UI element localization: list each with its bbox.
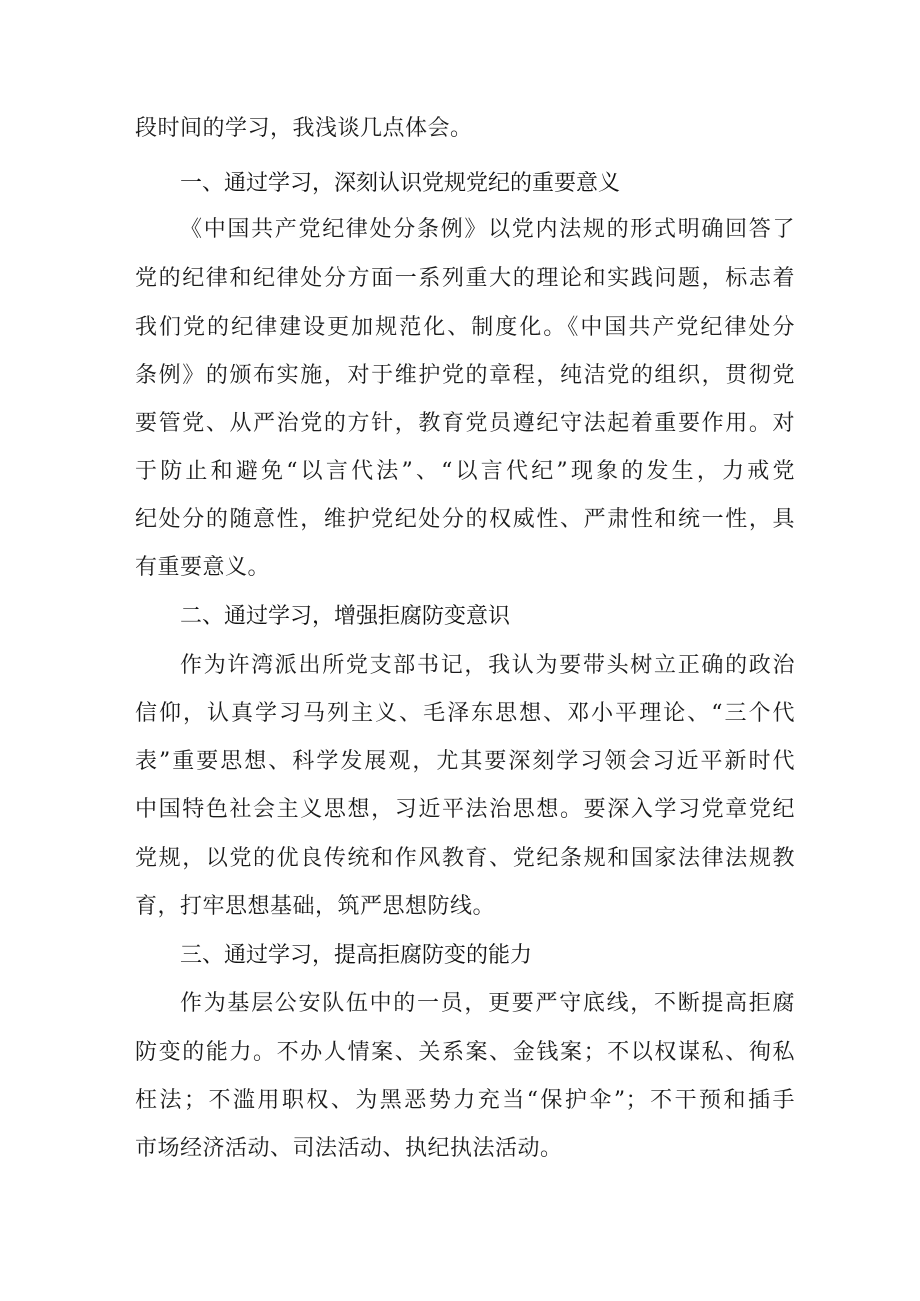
section-3-line-3: 枉法；不滥用职权、为黑恶势力充当“保护伞”；不干预和插手 [135,1088,795,1113]
section-2-line-2: 信仰，认真学习马列主义、毛泽东思想、邓小平理论、“三个代 [135,701,795,726]
section-1-line-7: 纪处分的随意性，维护党纪处分的权威性、严肃性和统一性，具 [135,507,795,532]
section-2-line-5: 党规，以党的优良传统和作风教育、党纪条规和国家法律法规教 [135,846,795,871]
section-1-line-5: 要管党、从严治党的方针，教育党员遵纪守法起着重要作用。对 [135,411,795,436]
section-2-heading: 二、通过学习，增强拒腐防变意识 [180,604,511,629]
section-1-line-6: 于防止和避免“以言代法”、“以言代纪”现象的发生，力戒党 [135,459,795,484]
section-2-line-4: 中国特色社会主义思想，习近平法治思想。要深入学习党章党纪 [135,797,795,822]
section-3-line-2: 防变的能力。不办人情案、关系案、金钱案；不以权谋私、徇私 [135,1040,795,1065]
section-1-heading: 一、通过学习，深刻认识党规党纪的重要意义 [180,171,621,196]
intro-line: 段时间的学习，我浅谈几点体会。 [135,116,473,141]
section-2-line-3: 表”重要思想、科学发展观，尤其要深刻学习领会习近平新时代 [135,749,795,774]
section-3-line-4: 市场经济活动、司法活动、执纪执法活动。 [135,1136,563,1161]
section-1-line-8: 有重要意义。 [135,555,271,580]
section-1-line-3: 我们党的纪律建设更加规范化、制度化。《中国共产党纪律处分 [135,315,795,340]
section-1-line-2: 党的纪律和纪律处分方面一系列重大的理论和实践问题，标志着 [135,266,795,291]
section-1-line-1: 《中国共产党纪律处分条例》以党内法规的形式明确回答了 [180,217,795,242]
section-2-line-6: 育，打牢思想基础，筑严思想防线。 [135,894,496,919]
section-3-heading: 三、通过学习，提高拒腐防变的能力 [180,943,533,968]
section-1-line-4: 条例》的颁布实施，对于维护党的章程，纯洁党的组织，贯彻党 [135,363,795,388]
section-2-line-1: 作为许湾派出所党支部书记，我认为要带头树立正确的政治 [180,653,795,678]
section-3-line-1: 作为基层公安队伍中的一员，更要严守底线，不断提高拒腐 [180,991,795,1016]
